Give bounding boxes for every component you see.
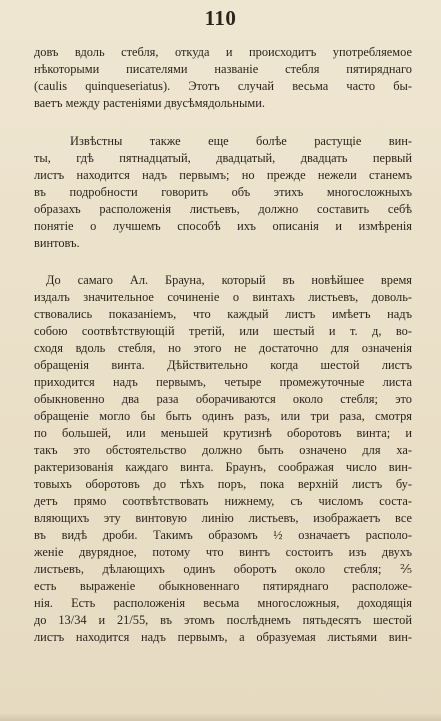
text-line: ты, гдѣ пятнадцатый, двадцатый, двадцать первый <box>34 151 412 165</box>
text-line: издалъ значительное сочиненіе о винтахъ листьевъ, доволь- <box>34 290 412 304</box>
page-edge <box>0 713 441 721</box>
text-line: товыхъ оборотовъ до тѣхъ поръ, пока верхній листъ бу- <box>34 477 412 491</box>
text-line: ваетъ между растеніями двусѣмядольными. <box>34 96 265 110</box>
page-number: 110 <box>204 6 237 30</box>
text-line: вляющихъ эту винтовую линію листьевъ, изображаетъ все <box>34 511 412 525</box>
text-line: приходится надъ первымъ, четыре промежуточные листа <box>34 375 412 389</box>
text-line: винтовъ. <box>34 236 80 250</box>
text-line: въ подробности говорить объ этихъ многосложныхъ <box>34 185 412 199</box>
text-line: рактеризованія каждаго винта. Браунъ, соображая число вин- <box>34 460 412 474</box>
text-line: нѣкоторыми писателями названіе стебля пятиряднаго <box>34 62 412 76</box>
text-line: по большей, или меньшей крутизнѣ оборотовъ винта; и <box>34 426 412 440</box>
text-line: ствовались показаніемъ, что каждый листъ имѣетъ надъ <box>34 307 412 321</box>
text-line: нія. Есть расположенія весьма многосложныя, доходящія <box>34 596 412 610</box>
text-line: детъ прямо соотвѣтствовать нижнему, съ числомъ соста- <box>34 494 412 508</box>
text-line: До самаго Ал. Брауна, который въ новѣйшее время <box>46 273 412 287</box>
text-line: обращенія винта. Дѣйствительно когда шестой листъ <box>34 358 412 372</box>
text-line: сходя вдоль стебля, но этого не достаточно для означенія <box>34 341 412 355</box>
text-line: собою соотвѣтствующій третій, или шестый и т. д, во- <box>34 324 412 338</box>
text-line: листьевъ, дѣлающихъ одинъ оборотъ около стебля; ⅖ <box>34 562 412 576</box>
text-line: листъ находится надъ первымъ, а образуемая листьями вин- <box>34 630 412 644</box>
text-line: въ видѣ дроби. Такимъ образомъ ½ означаетъ располо- <box>34 528 412 542</box>
text-line: образахъ расположенія листьевъ, должно составить себѣ <box>34 202 412 216</box>
text-line: до 13/34 и 21/55, въ этомъ послѣднемъ пятьдесятъ шестой <box>34 613 412 627</box>
text-line: есть выраженіе обыкновеннаго пятиряднаго расположе- <box>34 579 412 593</box>
text-line: понятіе о лучшемъ способѣ ихъ описанія и измѣренія <box>34 219 412 233</box>
text-line: обращеніе могло бы быть одинъ разъ, или три раза, смотря <box>34 409 412 423</box>
text-line: (caulis quinqueseriatus). Этотъ случай весьма часто бы- <box>34 79 412 93</box>
text-line: женіе двурядное, потому что винтъ состоитъ изъ двухъ <box>34 545 412 559</box>
text-line: довъ вдоль стебля, откуда и происходитъ употребляемое <box>34 45 412 59</box>
text-line: листъ находится надъ первымъ; но прежде нежели станемъ <box>34 168 412 182</box>
text-line: обыкновенно два раза оборачиваются около стебля; это <box>34 392 412 406</box>
text-line: Извѣстны также еще болѣе растущіе вин- <box>70 134 412 148</box>
text-line: такъ это обстоятельство должно быть означено для ха- <box>34 443 412 457</box>
